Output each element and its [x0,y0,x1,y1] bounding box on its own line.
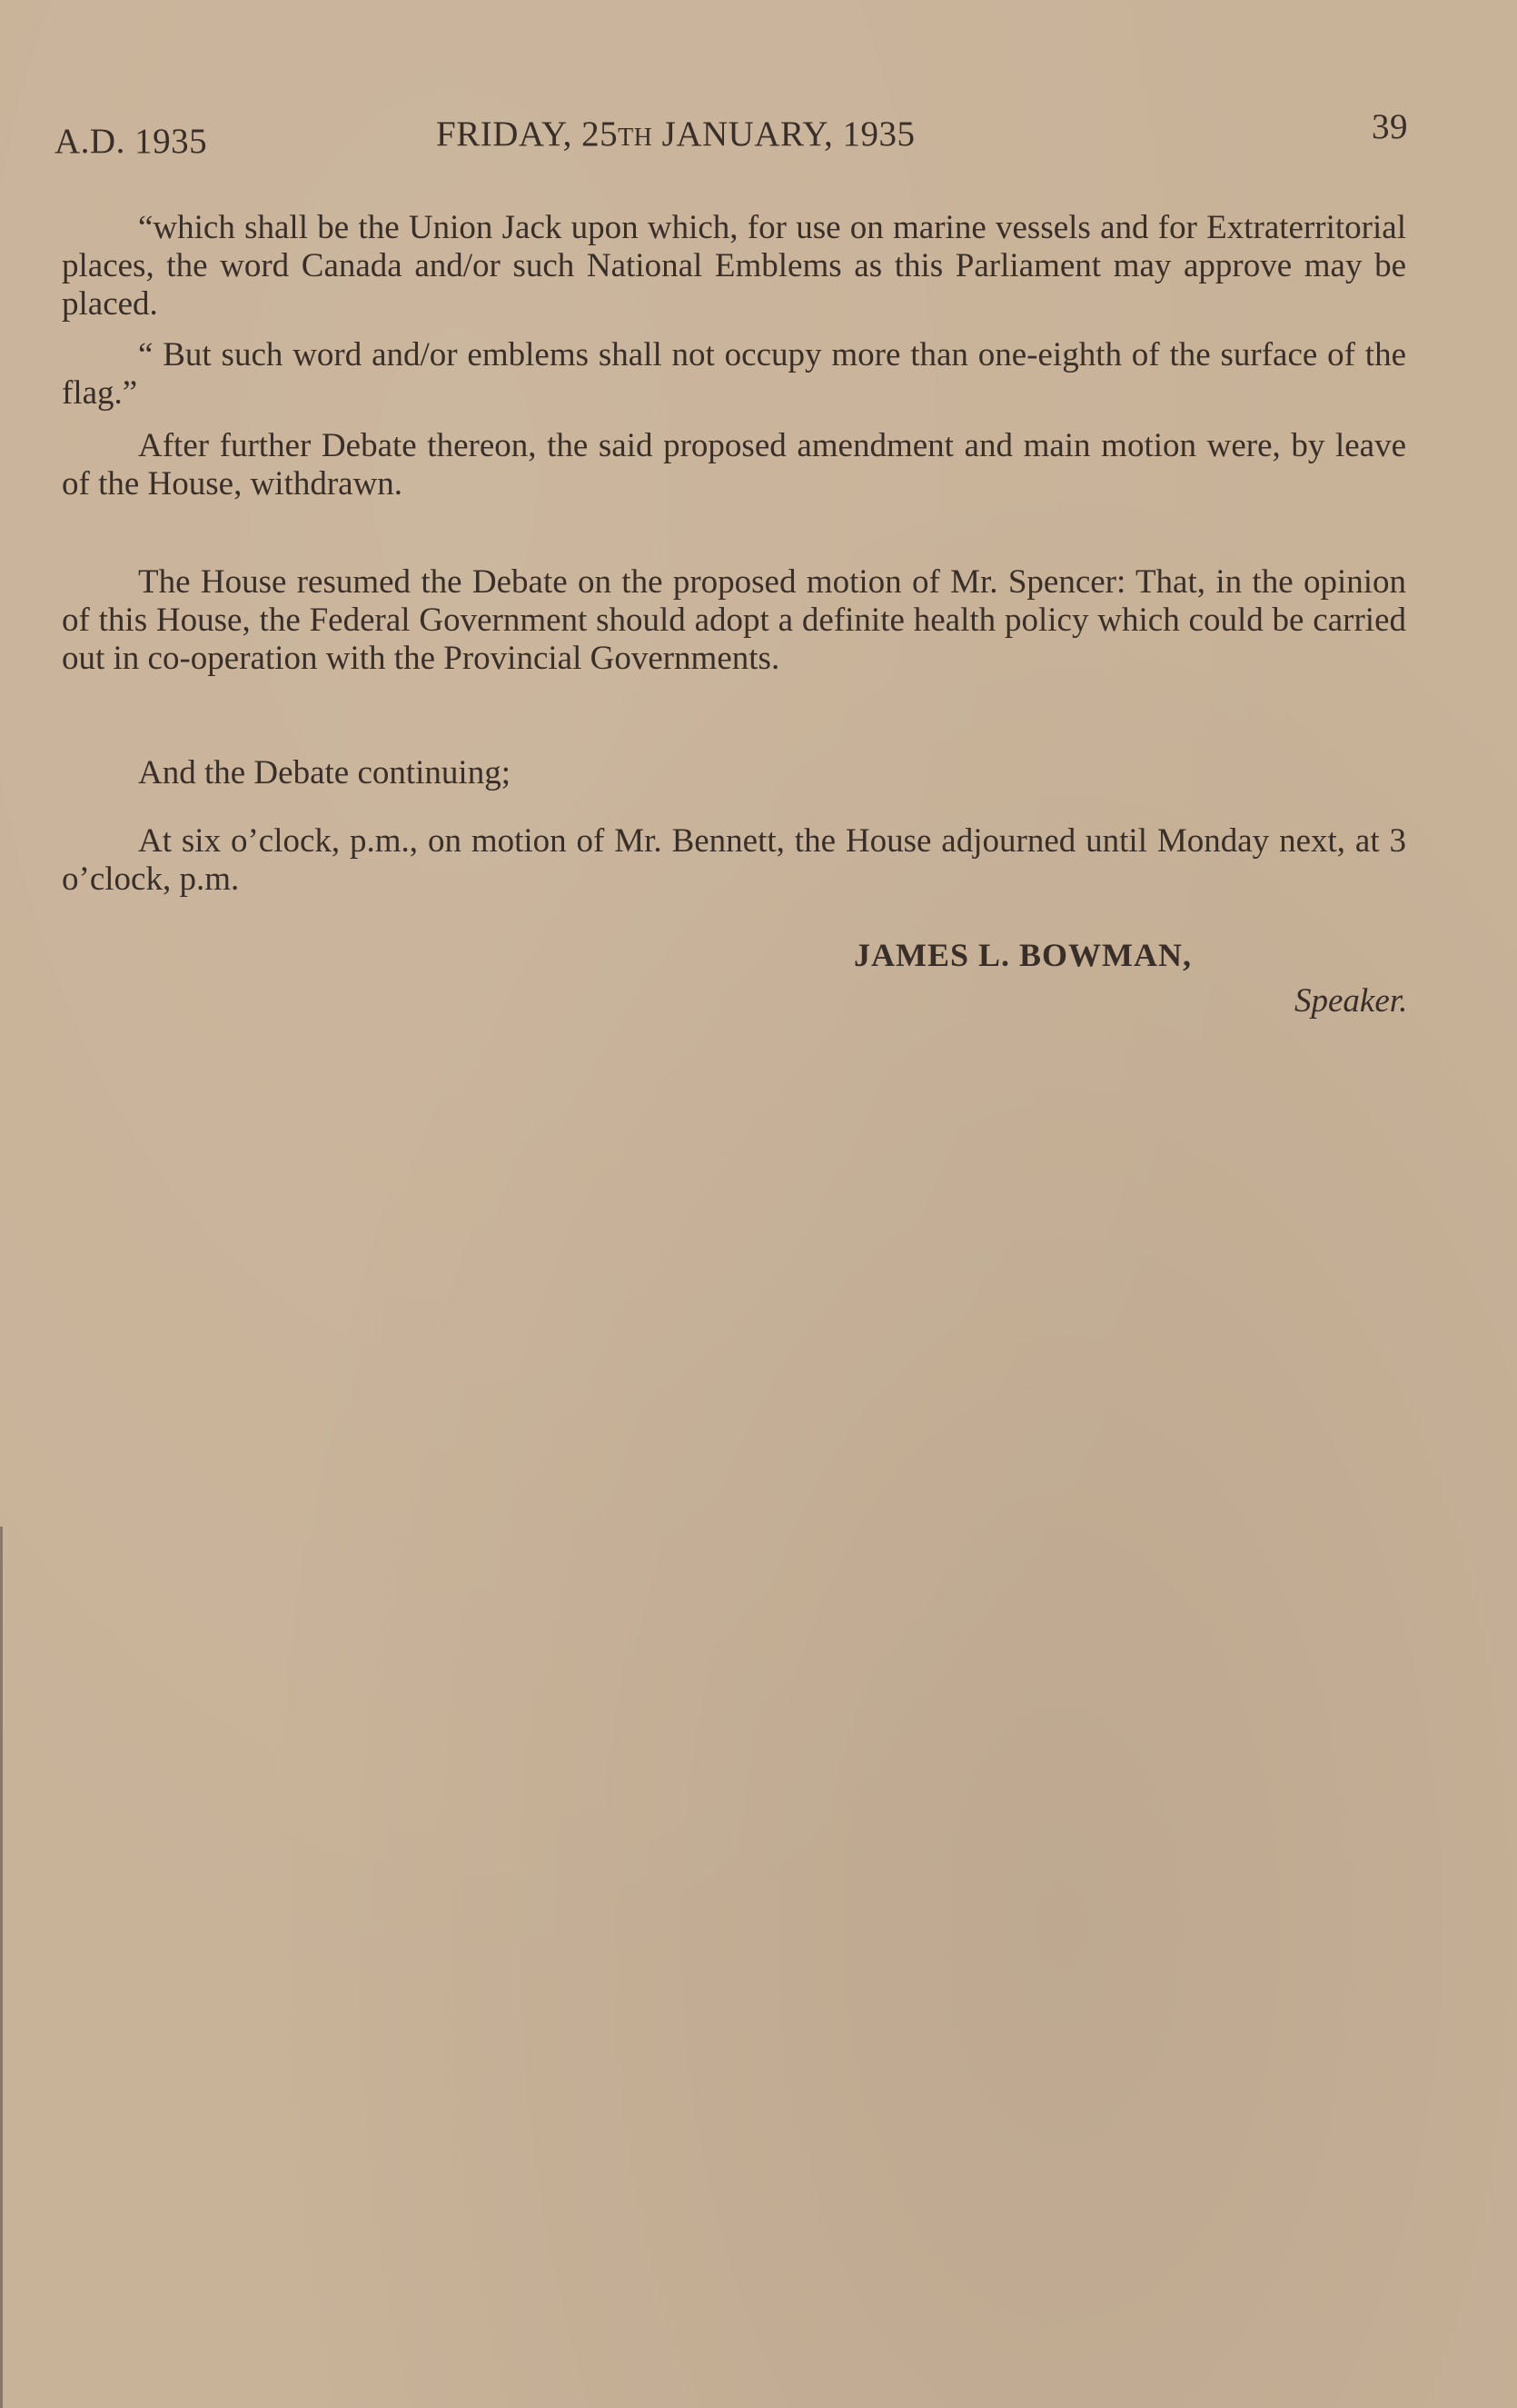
paragraph-withdrawn: After further Debate thereon, the said proposed amendment and main motion were, by leave of the House, withdrawn. [62,427,1406,502]
paragraph-debate-continuing: And the Debate continuing; [138,754,511,791]
paragraph-adjourned: At six o’clock, p.m., on motion of Mr. Bennett, the House adjourned until Monday next, at 3 o’clock, p.m. [62,822,1406,898]
page-header [55,107,1408,168]
speaker-name: JAMES L. BOWMAN, [854,937,1193,973]
signature-block [854,936,1408,1020]
amendment-quote-1: “which shall be the Union Jack upon which, for use on marine vessels and for Extraterritorial places, the word Canada and/or such National Emblems as this Parliament may approve may be placed. [62,209,1406,323]
header-date-prefix: FRIDAY, 25 [436,114,619,154]
header-date-suffix: JANUARY, 1935 [652,114,916,154]
speaker-title: Speaker. [1294,982,1408,1020]
page-number: 39 [1372,107,1408,146]
header-year: A.D. 1935 [55,122,208,161]
amendment-quote-2: “ But such word and/or emblems shall not occupy more than one-eighth of the surface of the flag.” [62,336,1406,412]
header-date [436,114,916,154]
page-edge-shadow [0,1527,3,2408]
header-date-ordinal: TH [618,124,653,152]
paragraph-resumed-debate: The House resumed the Debate on the proposed motion of Mr. Spencer: That, in the opinion of this House, the Federal Government should adopt a definite health policy which could be carried out in co-operation with the Provincial Governments. [62,563,1406,677]
